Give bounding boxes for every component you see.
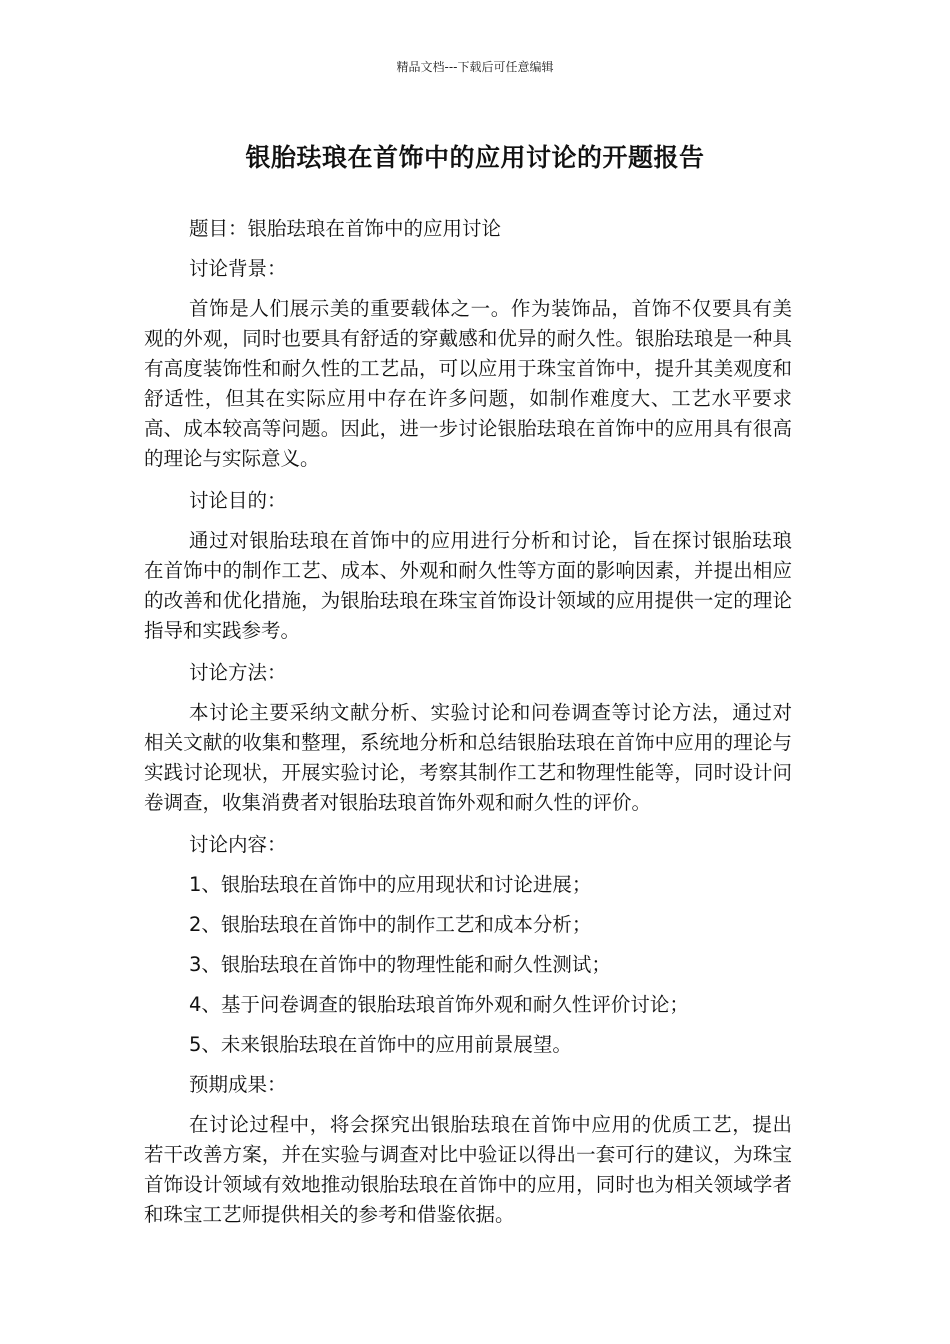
topic-line: 题目：银胎珐琅在首饰中的应用讨论 — [189, 217, 502, 240]
purpose-heading: 讨论目的： — [189, 489, 287, 512]
method-heading: 讨论方法： — [189, 661, 287, 684]
background-paragraph: 首饰是人们展示美的重要载体之一。作为装饰品，首饰不仅要具有美观的外观，同时也要具有舒适的穿戴感和优异的耐久性。银胎珐琅是一种具有高度装饰性和耐久性的工艺品，可以应用于珠宝首饰中，提升其美观度和舒适性，但其在实际应用中存在许多问题，如制作难度大、工艺水平要求高、成本较高等问题。因此，进一步讨论银胎珐琅在首饰中的应用具有很高的理论与实际意义。 — [144, 297, 792, 470]
background-heading: 讨论背景： — [189, 257, 287, 280]
outcome-paragraph: 在讨论过程中，将会探究出银胎珐琅在首饰中应用的优质工艺，提出若干改善方案，并在实验与调查对比中验证以得出一套可行的建议，为珠宝首饰设计领域有效地推动银胎珐琅在首饰中的应用，同时也为相关领域学者和珠宝工艺师提供相关的参考和借鉴依据。 — [144, 1113, 792, 1226]
content-item-1: 1、银胎珐琅在首饰中的应用现状和讨论进展； — [189, 873, 592, 896]
document-body — [144, 214, 792, 1242]
purpose-paragraph: 通过对银胎珐琅在首饰中的应用进行分析和讨论，旨在探讨银胎珐琅在首饰中的制作工艺、成本、外观和耐久性等方面的影响因素，并提出相应的改善和优化措施，为银胎珐琅在珠宝首饰设计领域的应用提供一定的理论指导和实践参考。 — [144, 529, 792, 642]
content-item-4: 4、基于问卷调查的银胎珐琅首饰外观和耐久性评价讨论； — [189, 993, 689, 1016]
content-item-2: 2、银胎珐琅在首饰中的制作工艺和成本分析； — [189, 913, 592, 936]
content-item-5: 5、未来银胎珐琅在首饰中的应用前景展望。 — [189, 1033, 572, 1056]
document-title: 银胎珐琅在首饰中的应用讨论的开题报告 — [245, 143, 705, 172]
outcome-heading: 预期成果： — [189, 1073, 287, 1096]
content-item-3: 3、银胎珐琅在首饰中的物理性能和耐久性测试； — [189, 953, 611, 976]
header-note: 精品文档---下载后可任意编辑 — [396, 60, 554, 74]
content-heading: 讨论内容： — [189, 833, 287, 856]
method-paragraph: 本讨论主要采纳文献分析、实验讨论和问卷调查等讨论方法，通过对相关文献的收集和整理，系统地分析和总结银胎珐琅在首饰中应用的理论与实践讨论现状，开展实验讨论，考察其制作工艺和物理性能等，同时设计问卷调查，收集消费者对银胎珐琅首饰外观和耐久性的评价。 — [144, 701, 792, 814]
